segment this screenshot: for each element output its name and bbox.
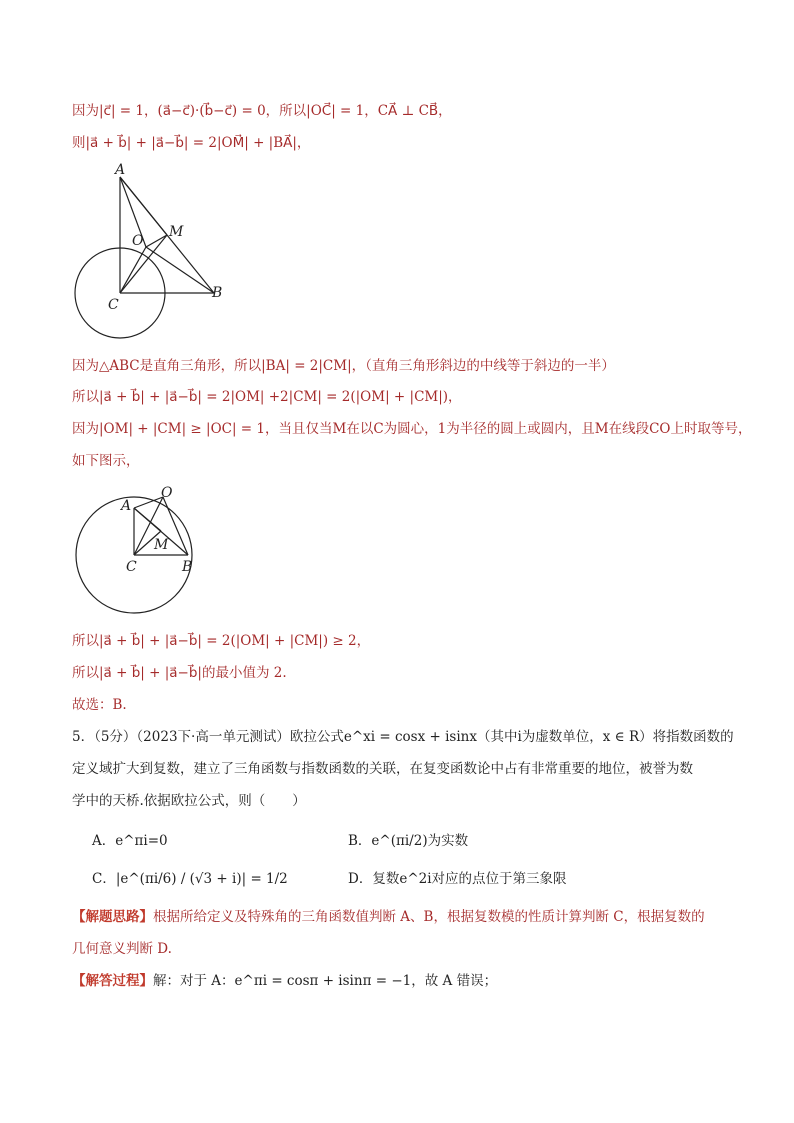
segment-om: [146, 235, 167, 247]
option-c: C．|e^(πi/6) / (√3 + i)| = 1/2: [92, 871, 288, 887]
solution-process-tag: 【解答过程】: [72, 973, 153, 989]
option-b: B．e^(πi/2)为实数: [348, 833, 469, 849]
solution-idea-text: 根据所给定义及特殊角的三角函数值判断 A、B，根据复数模的性质计算判断 C，根据复数的: [153, 909, 705, 925]
solution-process-text: 解：对于 A：e^πi = cosπ + isinπ = −1，故 A 错误；: [153, 973, 498, 989]
solution-idea-tag: 【解题思路】: [72, 909, 153, 925]
label-c: C: [108, 297, 119, 313]
segment-am: [120, 177, 167, 235]
label-a2: A: [121, 498, 132, 514]
segment-co: [120, 247, 146, 293]
label-b2: B: [182, 559, 193, 575]
solution-idea-line-2: 几何意义判断 D.: [72, 941, 172, 957]
solution-idea-line: [72, 907, 705, 927]
option-d: D．复数e^2i对应的点位于第三象限: [348, 871, 567, 887]
line-8: 所以|a⃗ + b⃗| + |a⃗−b⃗|的最小值为 2.: [72, 665, 287, 681]
line-3: 因为△ABC是直角三角形，所以|BA| = 2|CM|，（直角三角形斜边的中线等于斜边的一半）: [72, 358, 615, 374]
line-7: 所以|a⃗ + b⃗| + |a⃗−b⃗| = 2(|OM| + |CM|) ≥ 2，: [72, 633, 371, 649]
label-m2: M: [154, 537, 169, 553]
figure-triangle-circle-1: [70, 162, 240, 342]
line-2: 则|a⃗ + b⃗| + |a⃗−b⃗| = 2|OM⃗| + |BA⃗|，: [72, 135, 311, 151]
label-o: O: [132, 233, 144, 249]
option-a: A．e^πi=0: [92, 833, 168, 849]
label-b: B: [212, 285, 223, 301]
line-4: 所以|a⃗ + b⃗| + |a⃗−b⃗| = 2|OM| +2|CM| = 2(|OM| + |CM|)，: [72, 389, 462, 405]
question-line-3: 学中的天桥.依据欧拉公式，则（ ）: [72, 793, 306, 809]
label-o2: O: [161, 485, 173, 501]
segment-ob: [146, 247, 214, 293]
question-line-1: 5．（5分）（2023下·高一单元测试）欧拉公式e^xi = cosx + isinx（其中i为虚数单位，x ∈ R）将指数函数的: [72, 729, 734, 745]
segment-cm: [120, 235, 167, 293]
line-6: 如下图示，: [72, 453, 140, 469]
solution-process-line: [72, 971, 497, 991]
label-c2: C: [126, 559, 137, 575]
line-1: 因为|c⃗| = 1，(a⃗−c⃗)·(b⃗−c⃗) = 0，所以|OC⃗| = 1，CA⃗ ⊥ CB⃗，: [72, 103, 452, 119]
line-5: 因为|OM| + |CM| ≥ |OC| = 1，当且仅当M在以C为圆心，1为半径的圆上或圆内，且M在线段CO上时取等号，: [72, 421, 752, 437]
line-9: 故选：B.: [72, 697, 127, 713]
figure-triangle-circle-2: [70, 484, 220, 619]
label-a: A: [115, 162, 126, 178]
label-m: M: [169, 224, 184, 240]
question-line-2: 定义域扩大到复数，建立了三角函数与指数函数的关联，在复变函数论中占有非常重要的地位，被誉为数: [72, 761, 693, 777]
